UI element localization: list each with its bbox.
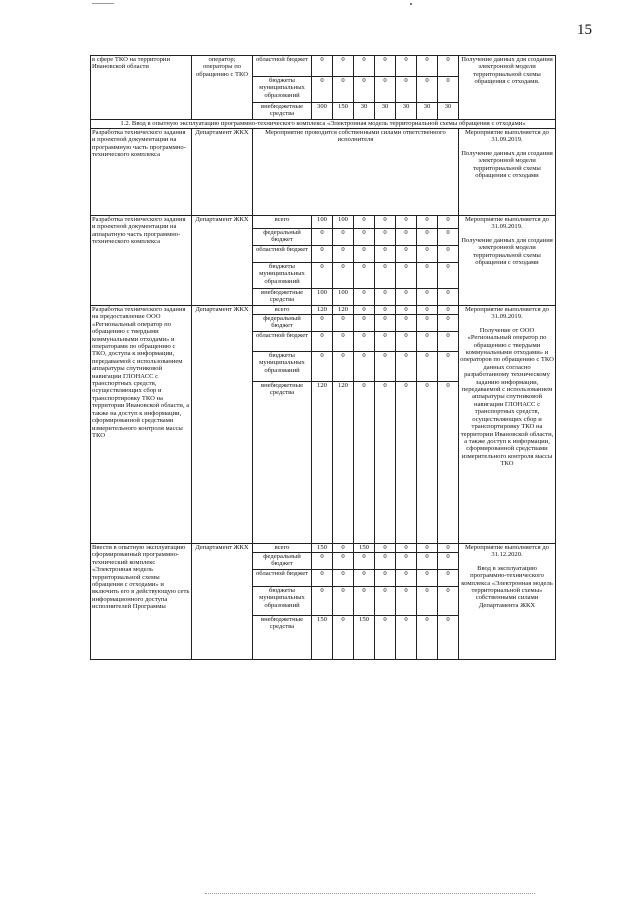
funding-value: 0 (312, 570, 333, 587)
measure-name: Разработка технического задания на предоставление ООО «Региональный оператор по обращению с твердыми коммунальными отходами» и операторами по обращению с ТКО, доступа к информации, передаваемой с использованием аппаратуры спутниковой навигации ГЛОНАСС с транспортных средств, осуществляющих сбор и транспортировку ТКО на территории Ивановской области, а также на доступ к информации, сформированной средствами измерительного контроля массы ТКО (91, 306, 192, 544)
funding-value: 0 (375, 382, 396, 544)
funding-source: всего (253, 216, 312, 229)
funding-value: 150 (354, 544, 375, 553)
funding-value: 0 (438, 216, 459, 229)
funding-value: 0 (375, 306, 396, 315)
funding-value: 0 (333, 352, 354, 382)
expected-result (459, 306, 556, 544)
page-number: 15 (577, 22, 592, 38)
funding-value: 0 (417, 332, 438, 352)
funding-value: 0 (312, 77, 333, 103)
funding-value: 0 (396, 570, 417, 587)
result-description: Получение данных для создания электронной модели территориальной схемы обращения с отходами (461, 149, 553, 180)
funding-value: 0 (438, 263, 459, 289)
funding-value: 0 (417, 306, 438, 315)
funding-value: 0 (375, 263, 396, 289)
funding-value: 0 (354, 315, 375, 332)
funding-value: 0 (375, 570, 396, 587)
funding-value: 30 (396, 103, 417, 120)
funding-value: 0 (417, 56, 438, 77)
funding-value: 0 (333, 570, 354, 587)
funding-value: 0 (333, 332, 354, 352)
funding-value: 0 (312, 56, 333, 77)
funding-value: 100 (333, 216, 354, 229)
funding-value: 0 (354, 246, 375, 263)
funding-value: 150 (312, 544, 333, 553)
funding-value: 30 (375, 103, 396, 120)
funding-value: 0 (417, 553, 438, 570)
funding-value: 0 (438, 315, 459, 332)
funding-value: 0 (312, 587, 333, 616)
funding-value: 0 (333, 587, 354, 616)
responsible-executor: Департамент ЖКХ (192, 306, 253, 544)
funding-value: 120 (333, 306, 354, 315)
funding-source: областной бюджет (253, 332, 312, 352)
funding-value: 0 (354, 229, 375, 246)
measures-table (90, 55, 556, 660)
funding-value: 0 (375, 315, 396, 332)
funding-value: 0 (417, 77, 438, 103)
scan-artifact-bottom (205, 893, 535, 894)
funding-value: 0 (312, 263, 333, 289)
funding-value: 0 (354, 56, 375, 77)
funding-value: 300 (312, 103, 333, 120)
funding-value: 0 (396, 56, 417, 77)
funding-value: 0 (375, 289, 396, 306)
funding-value: 120 (312, 382, 333, 544)
funding-value: 0 (354, 289, 375, 306)
funding-value: 0 (375, 616, 396, 660)
funding-value: 0 (354, 306, 375, 315)
funding-value: 0 (312, 315, 333, 332)
measure-name: Разработка технического задания и проектной документации на аппаратную часть программно-технического комплекса (91, 216, 192, 306)
result-description: Получение данных для создания электронной модели территориальной схемы обращения с отходами (461, 236, 553, 267)
funding-value: 100 (333, 289, 354, 306)
funding-value: 0 (375, 77, 396, 103)
funding-value: 0 (417, 216, 438, 229)
funding-value: 0 (375, 246, 396, 263)
funding-value: 0 (396, 216, 417, 229)
funding-value: 0 (354, 216, 375, 229)
funding-value: 0 (417, 544, 438, 553)
funding-source: бюджеты муниципальных образований (253, 77, 312, 103)
expected-result: Получение данных для создания электронной модели территориальной схемы обращения с отходами. (459, 56, 556, 120)
funding-value: 120 (333, 382, 354, 544)
funding-value: 0 (375, 352, 396, 382)
funding-source: внебюджетные средства (253, 382, 312, 544)
funding-value: 30 (417, 103, 438, 120)
section-row (91, 120, 556, 129)
funding-value: 0 (417, 570, 438, 587)
funding-value: 0 (354, 587, 375, 616)
funding-value: 0 (417, 229, 438, 246)
funding-value: 0 (438, 616, 459, 660)
funding-value: 0 (396, 229, 417, 246)
funding-value: 100 (312, 216, 333, 229)
table-row (91, 216, 556, 229)
funding-source: всего (253, 306, 312, 315)
funding-value: 0 (312, 332, 333, 352)
funding-value: 0 (333, 544, 354, 553)
funding-value: 0 (375, 587, 396, 616)
measure-name: в сфере ТКО на территории Ивановской области (91, 56, 192, 120)
result-description: Получение от ООО «Региональный оператор по обращению с твердыми коммунальными отходами» и операторов по обращению с ТКО данных согласно разработанному техническому заданию информации, передаваемой с использованием аппаратуры спутниковой навигации ГЛОНАСС с транспортных средств, осуществляющих сбор и транспортировку ТКО на территории Ивановской области, а также доступ к информации, сформированной средствами измерительного контроля массы ТКО (460, 326, 554, 468)
funding-value: 0 (438, 352, 459, 382)
funding-value: 0 (333, 56, 354, 77)
funding-value: 100 (312, 289, 333, 306)
funding-value: 0 (312, 352, 333, 382)
funding-value: 0 (438, 289, 459, 306)
funding-value: 0 (375, 229, 396, 246)
funding-value: 0 (396, 315, 417, 332)
expected-result (459, 544, 556, 660)
table-row (91, 129, 556, 216)
expected-result (459, 129, 556, 216)
funding-value: 0 (354, 332, 375, 352)
funding-value: 0 (417, 289, 438, 306)
result-deadline: Мероприятие выполняется до 31.09.2019. (465, 216, 549, 231)
funding-value: 0 (333, 77, 354, 103)
funding-value: 0 (396, 382, 417, 544)
scan-artifact-top (92, 3, 114, 4)
funding-value: 0 (438, 544, 459, 553)
funding-value: 0 (312, 246, 333, 263)
funding-value: 0 (396, 587, 417, 616)
funding-value: 0 (417, 616, 438, 660)
funding-value: 0 (417, 246, 438, 263)
funding-value: 0 (375, 216, 396, 229)
measure-name: Разработка технического задания и проектной документации на программную часть программно-технического комплекса (91, 129, 192, 216)
funding-value: 0 (396, 263, 417, 289)
funding-source: федеральный бюджет (253, 229, 312, 246)
funding-value: 0 (333, 263, 354, 289)
measure-name: Ввести в опытную эксплуатацию сформированный программно-технический комплекс «Электронная модель территориальной схемы обращения с отходами» и включить его в действующую сеть информационного доступа исполнителей Программы (91, 544, 192, 660)
funding-source: бюджеты муниципальных образований (253, 587, 312, 616)
funding-value: 0 (354, 570, 375, 587)
funding-source: бюджеты муниципальных образований (253, 352, 312, 382)
funding-value: 0 (396, 289, 417, 306)
responsible-executor: Департамент ЖКХ (192, 544, 253, 660)
funding-value: 0 (396, 332, 417, 352)
funding-value: 0 (396, 553, 417, 570)
funding-value: 0 (438, 246, 459, 263)
funding-value: 0 (417, 352, 438, 382)
expected-result (459, 216, 556, 306)
result-deadline: Мероприятие выполняется до 31.09.2019. (465, 306, 549, 321)
funding-value: 0 (396, 306, 417, 315)
funding-source: внебюджетные средства (253, 103, 312, 120)
table-row (91, 544, 556, 553)
funding-value: 30 (354, 103, 375, 120)
funding-value: 0 (438, 553, 459, 570)
funding-value: 0 (438, 382, 459, 544)
funding-note: Мероприятие проводится собственными силами ответственного исполнителя (253, 129, 459, 216)
funding-value: 0 (375, 56, 396, 77)
funding-value: 150 (312, 616, 333, 660)
section-title: 1.2. Ввод в опытную эксплуатацию программно-технического комплекса «Электронная модель территориальной схемы обращения с отходами» (91, 120, 556, 129)
funding-value: 150 (354, 616, 375, 660)
funding-value: 0 (354, 263, 375, 289)
responsible-executor: оператор; операторы по обращению с ТКО (192, 56, 253, 120)
funding-value: 0 (396, 352, 417, 382)
result-description: Ввод в эксплуатацию программно-технического комплекса «Электронная модель территориальной схемы» собственными силами Департамента ЖКХ (461, 564, 553, 609)
funding-source: внебюджетные средства (253, 289, 312, 306)
funding-source: всего (253, 544, 312, 553)
funding-value: 0 (417, 315, 438, 332)
result-deadline: Мероприятие выполняется до 31.12.2020. (465, 544, 549, 559)
funding-value: 0 (354, 382, 375, 544)
funding-value: 30 (438, 103, 459, 120)
funding-value: 0 (396, 544, 417, 553)
funding-value: 120 (312, 306, 333, 315)
funding-value: 0 (354, 77, 375, 103)
funding-value: 0 (417, 587, 438, 616)
funding-source: областной бюджет (253, 570, 312, 587)
funding-value: 0 (438, 56, 459, 77)
responsible-executor: Департамент ЖКХ (192, 216, 253, 306)
table-row (91, 306, 556, 315)
funding-source: бюджеты муниципальных образований (253, 263, 312, 289)
result-deadline: Мероприятие выполняется до 31.09.2019. (465, 129, 549, 144)
funding-value: 0 (354, 352, 375, 382)
funding-value: 0 (333, 246, 354, 263)
funding-value: 0 (333, 616, 354, 660)
responsible-executor: Департамент ЖКХ (192, 129, 253, 216)
funding-value: 0 (312, 229, 333, 246)
funding-value: 0 (333, 229, 354, 246)
scan-artifact-dot (410, 3, 412, 5)
funding-value: 0 (396, 246, 417, 263)
funding-value: 150 (333, 103, 354, 120)
funding-value: 0 (396, 616, 417, 660)
funding-source: федеральный бюджет (253, 315, 312, 332)
funding-value: 0 (438, 587, 459, 616)
funding-value: 0 (375, 553, 396, 570)
funding-value: 0 (333, 553, 354, 570)
funding-value: 0 (417, 382, 438, 544)
funding-value: 0 (438, 306, 459, 315)
funding-value: 0 (438, 229, 459, 246)
funding-value: 0 (438, 332, 459, 352)
funding-source: внебюджетные средства (253, 616, 312, 660)
funding-value: 0 (375, 544, 396, 553)
funding-source: областной бюджет (253, 56, 312, 77)
funding-value: 0 (375, 332, 396, 352)
funding-value: 0 (396, 77, 417, 103)
funding-value: 0 (438, 570, 459, 587)
funding-value: 0 (417, 263, 438, 289)
funding-value: 0 (312, 553, 333, 570)
funding-value: 0 (354, 553, 375, 570)
funding-value: 0 (438, 77, 459, 103)
funding-source: федеральный бюджет (253, 553, 312, 570)
table-row (91, 56, 556, 77)
funding-source: областной бюджет (253, 246, 312, 263)
funding-value: 0 (333, 315, 354, 332)
